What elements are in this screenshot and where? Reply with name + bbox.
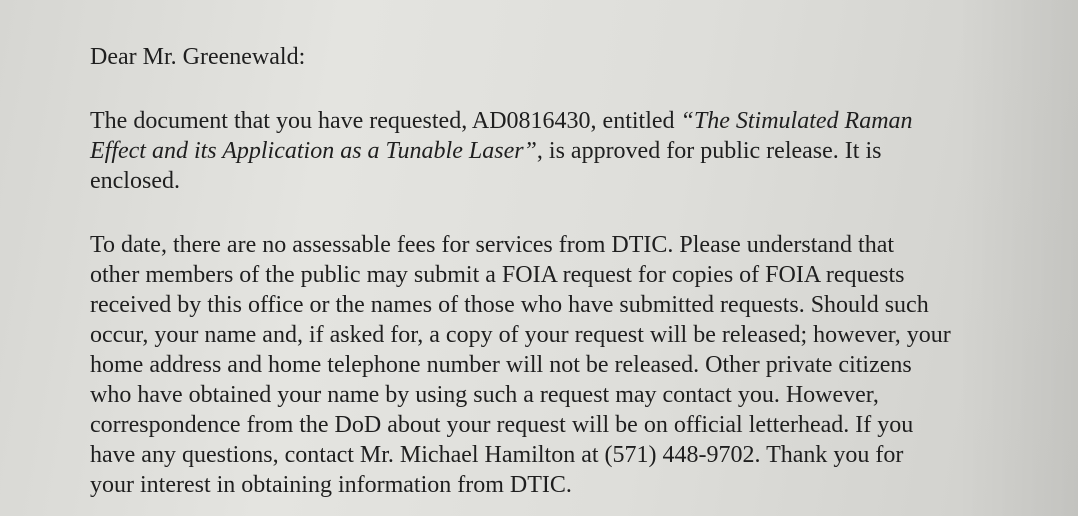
- p1-l1-text: The document that you have requested, AD0816430, entitled: [90, 108, 681, 134]
- paragraph-2-line-1: To date, there are no assessable fees for services from DTIC. Please understand that: [90, 232, 895, 258]
- paragraph-gap: [90, 72, 1050, 102]
- p1-l2-text: , is approved for public release. It is: [536, 138, 882, 164]
- paragraph-2-line-9: your interest in obtaining information from DTIC.: [90, 472, 572, 498]
- document-title-part-1: “The Stimulated Raman: [680, 108, 913, 134]
- salutation: Dear Mr. Greenewald:: [90, 44, 306, 70]
- paragraph-2-line-5: home address and home telephone number will not be released. Other private citizens: [90, 352, 912, 378]
- paragraph-2-line-2: other members of the public may submit a FOIA request for copies of FOIA requests: [90, 262, 905, 288]
- paragraph-2-line-3: received by this office or the names of those who have submitted requests. Should such: [90, 292, 929, 318]
- paragraph-2-line-4: occur, your name and, if asked for, a copy of your request will be released; however, your: [90, 322, 951, 348]
- paragraph-2-line-7: correspondence from the DoD about your request will be on official letterhead. If you: [90, 412, 914, 438]
- paragraph-1-line-2: [90, 136, 1050, 166]
- paragraph-2-line-8: have any questions, contact Mr. Michael Hamilton at (571) 448-9702. Thank you for: [90, 442, 904, 468]
- paragraph-2-line-6: who have obtained your name by using such a request may contact you. However,: [90, 382, 879, 408]
- paragraph-1-line-3: enclosed.: [90, 168, 180, 194]
- document-title-part-2: Effect and its Application as a Tunable Laser”: [90, 138, 537, 164]
- paragraph-1-line-1: [90, 106, 1050, 136]
- paragraph-gap: [90, 196, 1050, 230]
- letter-body: [90, 42, 1050, 500]
